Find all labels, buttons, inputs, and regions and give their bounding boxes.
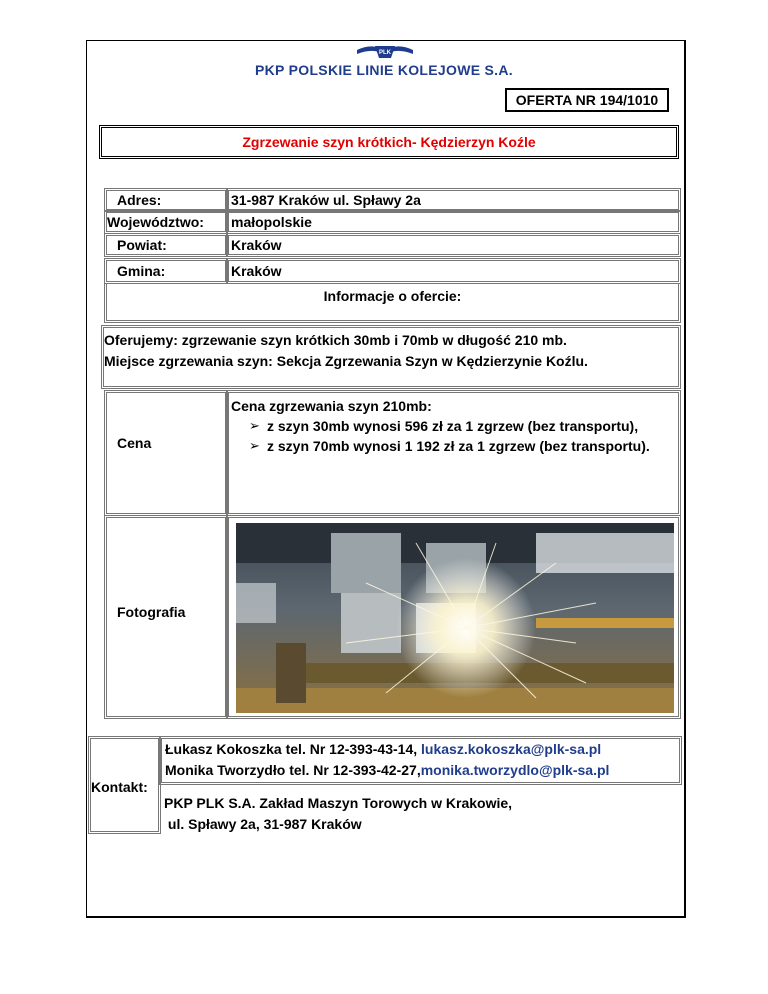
- offer-description-cell: [101, 325, 681, 389]
- contact-label: Kontakt:: [91, 779, 148, 795]
- company-name: PKP POLSKIE LINIE KOLEJOWE S.A.: [255, 62, 513, 78]
- contact-organization: [164, 793, 512, 835]
- photo-label-cell: [104, 515, 228, 719]
- price-content-cell: [226, 390, 681, 516]
- price-item-30mb: ➢ z szyn 30mb wynosi 596 zł za 1 zgrzew (bez transportu),: [229, 416, 676, 436]
- offer-description-line-1: Oferujemy: zgrzewanie szyn krótkich 30mb i 70mb w długość 210 mb.: [104, 332, 567, 348]
- contact-org-line-1: PKP PLK S.A. Zakład Maszyn Torowych w Krakowie,: [164, 795, 513, 811]
- contact-person-2-email[interactable]: monika.tworzydlo@plk-sa.pl: [420, 762, 610, 778]
- contact-person-1: [162, 739, 679, 760]
- price-heading: Cena zgrzewania szyn 210mb:: [231, 398, 432, 414]
- logo-text: PLK: [379, 50, 391, 56]
- voivodeship-label-cell: [104, 210, 228, 234]
- contact-person-2-text: Monika Tworzydło tel. Nr 12-393-42-27,: [165, 762, 421, 778]
- offer-description-line-2: Miejsce zgrzewania szyn: Sekcja Zgrzewania Szyn w Kędzierzynie Koźlu.: [104, 353, 588, 369]
- county-label: Powiat:: [117, 237, 167, 253]
- welding-machine-photo: [236, 523, 674, 713]
- plk-logo-icon: [355, 42, 415, 64]
- contact-org-line-2: ul. Spławy 2a, 31-987 Kraków: [164, 816, 362, 832]
- county-label-cell: [104, 233, 228, 257]
- contact-label-cell: [88, 736, 161, 834]
- price-list: [229, 416, 676, 456]
- price-label: Cena: [117, 435, 152, 451]
- info-heading: Informacje o ofercie:: [323, 288, 462, 304]
- commune-value: Kraków: [231, 263, 282, 279]
- address-label: Adres:: [117, 192, 162, 208]
- voivodeship-value: małopolskie: [231, 214, 312, 230]
- voivodeship-value-cell: [226, 210, 681, 234]
- contact-person-1-text: Łukasz Kokoszka tel. Nr 12-393-43-14,: [165, 741, 422, 757]
- commune-value-cell: [226, 258, 681, 284]
- offer-number: OFERTA NR 194/1010: [505, 88, 669, 112]
- contact-person-2: [162, 760, 679, 781]
- photo-label: Fotografia: [117, 604, 186, 620]
- address-label-cell: [104, 188, 228, 212]
- offer-title: Zgrzewanie szyn krótkich- Kędzierzyn Koźle: [99, 125, 679, 159]
- price-label-cell: [104, 390, 228, 516]
- county-value-cell: [226, 233, 681, 257]
- contact-persons-cell: [159, 736, 682, 785]
- info-heading-cell: [104, 283, 681, 323]
- address-value: 31-987 Kraków ul. Spławy 2a: [231, 192, 421, 208]
- address-value-cell: [226, 188, 681, 212]
- contact-person-1-email[interactable]: lukasz.kokoszka@plk-sa.pl: [421, 741, 602, 757]
- voivodeship-label: Województwo:: [107, 214, 204, 230]
- commune-label-cell: [104, 258, 228, 284]
- county-value: Kraków: [231, 237, 282, 253]
- price-item-70mb: ➢ z szyn 70mb wynosi 1 192 zł za 1 zgrzew (bez transportu).: [229, 436, 676, 456]
- commune-label: Gmina:: [117, 263, 166, 279]
